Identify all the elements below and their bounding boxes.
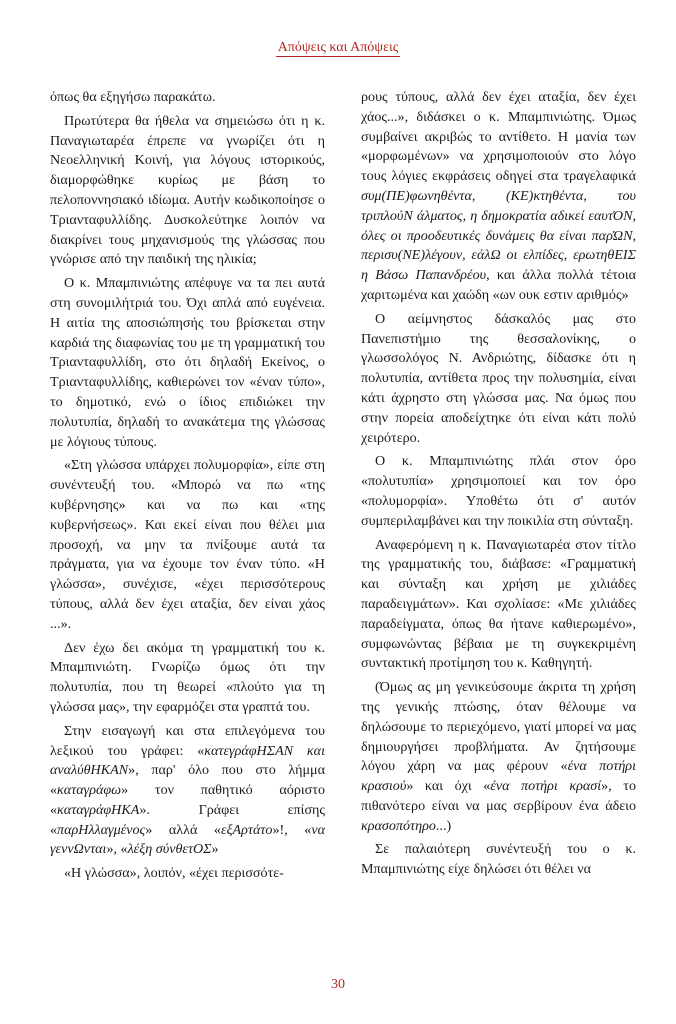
text-run: ρους τύπους, αλλά δεν έχει αταξία, δεν έχει χάος...», διδάσκει ο κ. Μπαμπινιώτης. Όμως συμβαίνει ακριβώς το αντίθετο. Η μανία των «μορφωμένων» να χρησιμοποιούν στο λόγο τους λόγιες εκφράσεις οδηγεί στα τραγελαφικά	[361, 89, 636, 185]
paragraph: Ο κ. Μπαμπινιώτης πλάι στον όρο «πολυτυπία» χρησιμοποιεί και τον όρο «πολυμορφία». Υποθέτω ότι σ' αυτόν συμπεριλαμβάνει και την ποικιλία στη σύνταξη.	[361, 453, 636, 529]
text-run: » και όχι «	[406, 778, 491, 795]
text-run: ...)	[435, 817, 452, 834]
text-run: », παρ' όλο που στο λήμμα «	[50, 762, 325, 799]
paragraph	[50, 722, 325, 861]
italic-example: συμ(ΠΕ)φωνηθέντα, (ΚΕ)κτηθέντα, του τριπλούΝ άλματος, η δημοκρατία αδικεί εαυτΌΝ, όλες οι προοδευτικές δυνάμεις θα είναι παρΏΝ, περισυ(ΝΕ)λέγουν, εάλΩ οι ελπίδες, ερωτηθΕΙΣ η Βάσω Παπανδρέου	[361, 187, 636, 284]
text-run: Στην εισαγωγή και στα επιλεγόμενα του λεξικού του γράφει: «	[50, 722, 325, 759]
paragraph: Σε παλαιότερη συνέντευξή του ο κ. Μπαμπινιώτης είχε δηλώσει ότι θέλει να	[361, 841, 636, 878]
running-header	[0, 40, 676, 56]
running-header-title: Απόψεις και Απόψεις	[277, 40, 399, 55]
italic-example: κατεγράφΗΣΑΝ και αναλύθΗΚΑΝ	[50, 742, 325, 779]
paragraph: Αναφερόμενη η κ. Παναγιωταρέα στον τίτλο της γραμματικής του, διάβασε: «Γραμματική και σύνταξη και χρήση με χιλιάδες παραδειγμάτων». Και σχολίασε: «Με χιλιάδες παραδείγματα, όπως θα ήτανε καθιερωμένο», συμφωνώντας βέβαια με τη συγκεκριμένη συντακτική προτίμηση του κ. Καθηγητή.	[361, 536, 636, 672]
text-run: », «	[106, 841, 128, 858]
right-column	[361, 88, 636, 884]
text-run: » τον παθητικό αόριστο «	[50, 782, 325, 818]
italic-example: να γεννΩνται	[50, 821, 325, 858]
italic-example: ένα ποτήρι κρασί	[490, 778, 602, 795]
left-column	[50, 88, 325, 888]
italic-example: λέξη σύνθετΟΣ	[127, 841, 212, 858]
paragraph: Δεν έχω δει ακόμα τη γραμματική του κ. Μπαμπινιώτη. Γνωρίζω όμως ότι την πολυτυπία, που τη θεωρεί «πλούτο για τη γλώσσα μας», την εφαρμόζει στα γραπτά του.	[50, 639, 325, 715]
italic-example: καταγράφω	[57, 782, 122, 799]
paragraph: Ο κ. Μπαμπινιώτης απέφυγε να τα πει αυτά στη συνομιλήτριά του. Όχι απλά από ευγένεια. Η αιτία της αποσιώπησής του βρίσκεται στην καρδιά της διαφωνίας του με τη γραμματική του Τριανταφυλλίδη, στο ότι δηλαδή Εκείνος, ο Τριανταφυλλίδης, καθιερώνει τον «έναν τύπο», το δημοτικό, ενώ ο ίδιος επιδιώκει την πολυτυπία, δηλαδή το ανακάτεμα της γλώσσας με λόγιους τύπους.	[50, 275, 325, 450]
italic-example: παρΗλλαγμένος	[57, 821, 146, 838]
text-run: (Όμως ας μη γενικεύσουμε άκριτα τη χρήση της γενικής πτώσης, όταν θέλουμε να δηλώσουμε το περιεχόμενο, γιατί μπορεί να μας δημιουργήσει προβλήματα. Αν ζητήσουμε λόγου χάρη να μας φέρουν «	[361, 679, 636, 775]
paragraph: «Στη γλώσσα υπάρχει πολυμορφία», είπε στη συνέντευξή του. «Μπορώ να πω «της κυβέρνησης» και να πω και «της κυβερνήσεως». Και εκεί είναι που θέλει μια προσοχή, να μην τα πνίξουμε αυτά τα πράγματα, για να έχουμε τον έναν τύπο. «Η γλώσσα», συνέχισε, «έχει περισσότερους τύπους, αλλά δεν έχει αταξία, δεν είναι χάος ...».	[50, 457, 325, 632]
paragraph: Πρωτύτερα θα ήθελα να σημειώσω ότι η κ. Παναγιωταρέα έπρεπε να γνωρίζει ότι η Νεοελληνική Κοινή, για λόγους ιστορικούς, διαμορφώθηκε κυρίως με βάση το πελοποννησιακό ιδίωμα. Αυτήν κωδικοποίησε ο Τριανταφυλλίδης. Δυσκολεύτηκε λοιπόν να διακρίνει τους μηχανισμούς της γλώσσας που γνώρισε από την παιδική της ηλικία;	[50, 112, 325, 268]
text-run: »	[211, 841, 219, 858]
text-run: , και άλλα πολλά τέτοια χαριτωμένα και χαώδη «ων ουκ εστιν αριθμός»	[361, 267, 637, 303]
paragraph	[361, 88, 636, 306]
italic-example: εξΑρτάτο	[220, 821, 273, 838]
paragraph: «Η γλώσσα», λοιπόν, «έχει περισσότε-	[64, 865, 284, 882]
text-run: » αλλά «	[145, 821, 221, 838]
page-number: 30	[331, 977, 345, 992]
paragraph: Ο αείμνηστος δάσκαλός μας στο Πανεπιστήμιο της θεσσαλονίκης, ο γλωσσολόγος Ν. Ανδριώτης, δίδασκε ότι η πολυτυπία, αντίθετα προς την πολυσημία, είναι κάτι άχρηστο στη γλώσσα μας. Να όμως που στην πορεία αποδείχτηκε ότι είναι κάτι πολύ χειρότερο.	[361, 310, 636, 446]
text-run: », το πιθανότερο είναι να μας σερβίρουν ένα άδειο	[361, 778, 636, 814]
text-run: ». Γράφει επίσης «	[50, 801, 325, 838]
paragraph	[361, 678, 636, 836]
text-run: »!, «	[272, 821, 312, 838]
italic-example: ένα ποτήρι κρασιού	[361, 758, 636, 795]
italic-example: καταγράφΗΚΑ	[57, 801, 140, 818]
paragraph: όπως θα εξηγήσω παρακάτω.	[50, 89, 216, 105]
italic-example: κρασοπότηρο	[361, 817, 436, 834]
